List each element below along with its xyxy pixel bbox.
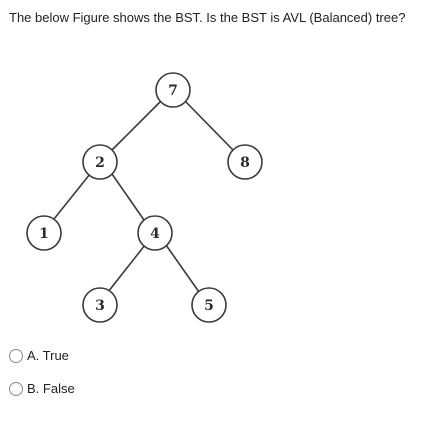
tree-node-1 <box>27 216 61 250</box>
option-b[interactable] <box>9 380 75 398</box>
node-label-2: 2 <box>95 155 105 171</box>
node-label-7: 7 <box>168 83 178 99</box>
tree-node-3 <box>83 288 117 322</box>
node-label-4: 4 <box>150 226 160 242</box>
tree-node-2 <box>83 145 117 179</box>
node-label-8: 8 <box>240 155 250 171</box>
question-text: The below Figure shows the BST. Is the BST is AVL (Balanced) tree? <box>9 10 406 25</box>
node-label-5: 5 <box>204 298 214 314</box>
option-label: A. True <box>27 348 69 363</box>
radio-button[interactable] <box>9 382 23 396</box>
option-label: B. False <box>27 381 75 396</box>
option-a[interactable] <box>9 347 69 365</box>
edge-4-3 <box>108 245 145 292</box>
tree-node-7 <box>156 73 190 107</box>
node-label-1: 1 <box>39 226 49 242</box>
edge-7-8 <box>186 102 233 150</box>
tree-edges <box>54 102 233 292</box>
edge-7-2 <box>112 102 160 150</box>
edge-4-5 <box>166 245 199 292</box>
node-label-3: 3 <box>95 298 105 314</box>
edge-2-4 <box>112 174 144 220</box>
tree-node-5 <box>192 288 226 322</box>
radio-button[interactable] <box>9 349 23 363</box>
tree-node-8 <box>228 145 262 179</box>
edge-2-1 <box>54 174 90 219</box>
tree-node-4 <box>138 216 172 250</box>
